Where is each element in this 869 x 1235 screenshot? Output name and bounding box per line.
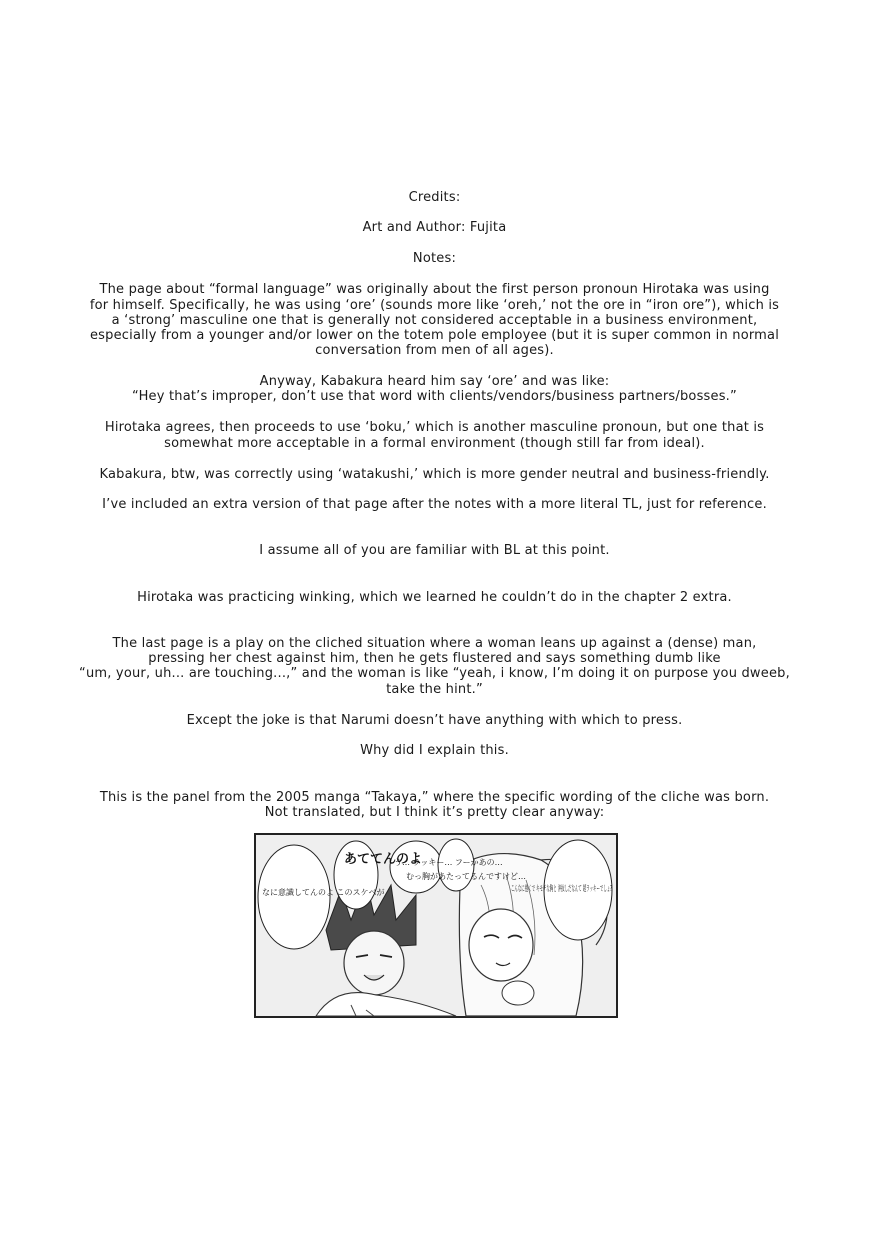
bubble-right-text: こんなに抱くで キモチな胸と 沖抜しだなんて 超ラッキーでしょ? (511, 884, 747, 893)
paragraph-line: I’ve included an extra version of that page after the notes with a more literal TL, just for reference. (102, 497, 767, 512)
paragraph-line: somewhat more acceptable in a formal environment (though still far from ideal). (164, 436, 705, 451)
paragraph-line: Hirotaka was practicing winking, which we learned he couldn’t do in the chapter 2 extra. (137, 590, 732, 605)
paragraph-line: take the hint.” (386, 682, 483, 697)
credits-heading: Credits: (408, 190, 461, 205)
bubble-mid-text: う… ラッキー… フーかあの… (394, 858, 503, 867)
paragraph-line: Anyway, Kabakura heard him say ‘ore’ and was like: (259, 374, 610, 389)
paragraph-line: The page about “formal language” was originally about the first person pronoun Hirotaka was using (99, 282, 770, 297)
manga-panel-image (254, 833, 747, 1018)
paragraph-line: Hirotaka agrees, then proceeds to use ‘boku,’ which is another masculine pronoun, but one that is (104, 420, 765, 435)
paragraph-line: The last page is a play on the cliched situation where a woman leans up against a (dense) man, (112, 636, 757, 651)
bubble-left-text: なに意識してんのよ このスケベが (262, 888, 385, 897)
paragraph-line: Not translated, but I think it’s pretty clear anyway: (264, 805, 605, 820)
bubble-mid2-text: むっ胸があたってるんですけど… (406, 872, 526, 881)
paragraph-line: I assume all of you are familiar with BL at this point. (259, 543, 610, 558)
paragraph-line: This is the panel from the 2005 manga “Takaya,” where the specific wording of the cliche was born. (99, 790, 770, 805)
paragraph-line: “Hey that’s improper, don’t use that word with clients/vendors/business partners/bosses.” (132, 389, 737, 404)
notes-heading: Notes: (412, 251, 457, 266)
paragraph-line: Why did I explain this. (360, 743, 509, 758)
paragraph-line: pressing her chest against him, then he gets flustered and says something dumb like (148, 651, 721, 666)
paragraph-line: “um, your, uh... are touching...,” and the woman is like “yeah, i know, I’m doing it on purpose you dweeb, (79, 666, 790, 681)
credits-author: Art and Author: Fujita (362, 220, 507, 235)
paragraph-line: a ‘strong’ masculine one that is generally not considered acceptable in a business environment, (111, 313, 758, 328)
paragraph-line: for himself. Specifically, he was using ‘ore’ (sounds more like ‘oreh,’ not the ore in “iron ore”), which is (89, 298, 780, 313)
paragraph-line: conversation from men of all ages). (315, 343, 554, 358)
bubble-big-text: あててんのよ (344, 852, 423, 867)
paragraph-line: Kabakura, btw, was correctly using ‘watakushi,’ which is more gender neutral and business-friendly. (99, 467, 770, 482)
paragraph-line: Except the joke is that Narumi doesn’t have anything with which to press. (186, 713, 683, 728)
paragraph-line: especially from a younger and/or lower on the totem pole employee (but it is super common in normal (89, 328, 780, 343)
